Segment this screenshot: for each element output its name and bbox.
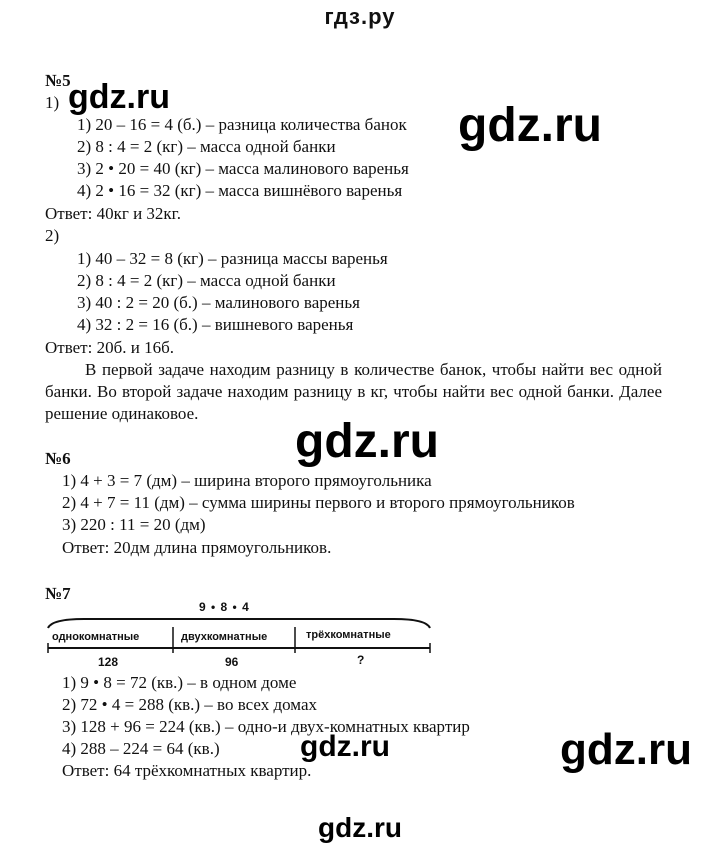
watermark: gdz.ru [295, 415, 439, 468]
task7-step: 4) 288 – 224 = 64 (кв.) [62, 739, 220, 758]
task5-part2-step: 4) 32 : 2 = 16 (б.) – вишневого варенья [77, 315, 354, 334]
task5-part1-label: 1) [45, 93, 60, 112]
diagram-value: 128 [98, 655, 119, 669]
task7-step: 1) 9 • 8 = 72 (кв.) – в одном доме [62, 673, 297, 692]
task7-step: 2) 72 • 4 = 288 (кв.) – во всех домах [62, 695, 317, 714]
task5-explanation: В первой задаче находим разницу в количестве банок, чтобы найти вес одной банки. Во второй задаче находим разницу в кг, чтобы найти вес одной банки. Далее решение одинаковое. [45, 360, 662, 423]
task5-part1-step: 3) 2 • 20 = 40 (кг) – масса малинового варенья [77, 159, 409, 178]
task7-answer: Ответ: 64 трёхкомнатных квартир. [62, 761, 312, 780]
task6-number: №6 [45, 449, 71, 468]
task6-step: 1) 4 + 3 = 7 (дм) – ширина второго прямоугольника [62, 471, 432, 490]
top-brace [48, 619, 430, 628]
task6-step: 2) 4 + 7 = 11 (дм) – сумма ширины первого и второго прямоугольников [62, 493, 575, 512]
diagram-segment-label: двухкомнатные [181, 631, 268, 643]
site-header: гдз.ру [324, 4, 396, 29]
watermark: gdz.ru [318, 812, 402, 843]
diagram-total: 9 • 8 • 4 [199, 600, 250, 614]
watermark: gdz.ru [68, 78, 170, 116]
task7-number: №7 [45, 584, 71, 603]
task5-part2-step: 3) 40 : 2 = 20 (б.) – малинового варенья [77, 293, 360, 312]
diagram-value: 96 [225, 655, 239, 669]
task5-part2-step: 1) 40 – 32 = 8 (кг) – разница массы варенья [77, 249, 388, 268]
task5-part2-answer: Ответ: 20б. и 16б. [45, 338, 174, 357]
diagram-segment-label: однокомнатные [52, 631, 140, 643]
task5-part1-step: 1) 20 – 16 = 4 (б.) – разница количества банок [77, 115, 407, 134]
segment-diagram [44, 598, 434, 670]
diagram-segment-label: трёхкомнатные [306, 629, 391, 641]
task5-part2-step: 2) 8 : 4 = 2 (кг) – масса одной банки [77, 271, 336, 290]
task5-part1-step: 2) 8 : 4 = 2 (кг) – масса одной банки [77, 137, 336, 156]
task5-part1-answer: Ответ: 40кг и 32кг. [45, 204, 181, 223]
task7-step: 3) 128 + 96 = 224 (кв.) – одно-и двух-комнатных квартир [62, 717, 470, 736]
watermark: gdz.ru [300, 730, 390, 763]
watermark: gdz.ru [458, 99, 602, 152]
task5-part2-label: 2) [45, 226, 60, 245]
task5-part1-step: 4) 2 • 16 = 32 (кг) – масса вишнёвого варенья [77, 181, 403, 200]
task6-answer: Ответ: 20дм длина прямоугольников. [62, 538, 332, 557]
watermark: gdz.ru [560, 725, 692, 774]
task6-step: 3) 220 : 11 = 20 (дм) [62, 515, 206, 534]
diagram-value: ? [357, 653, 365, 667]
task5-number: №5 [45, 71, 71, 90]
